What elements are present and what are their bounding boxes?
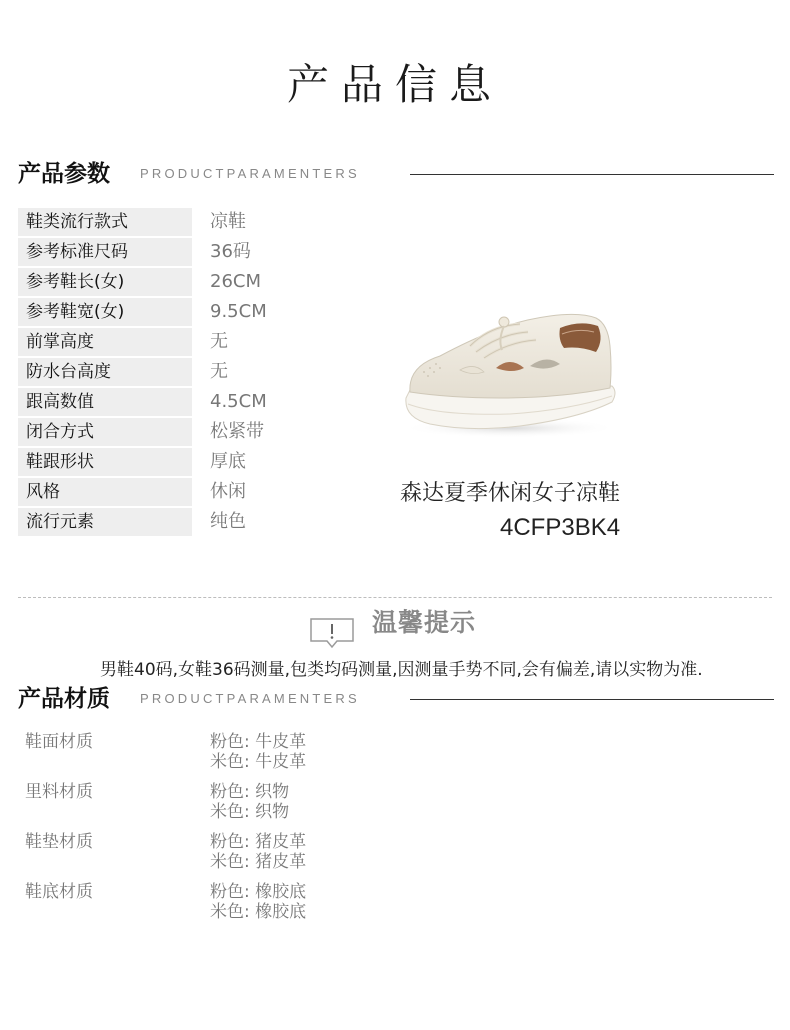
params-section-title: 产品参数: [18, 161, 110, 187]
product-shoe-image: [400, 306, 620, 441]
param-label: 防水台高度: [18, 358, 192, 386]
param-value: 36码: [210, 241, 251, 262]
params-table: [18, 208, 398, 538]
param-row: [18, 328, 398, 358]
exclamation-icon: [309, 617, 355, 649]
section-divider-line: [410, 174, 774, 175]
param-value: 无: [210, 331, 228, 352]
param-value: 26CM: [210, 271, 262, 292]
material-row: [18, 782, 518, 832]
param-label: 参考鞋长(女): [18, 268, 192, 296]
materials-section-header: [18, 684, 774, 714]
material-label: 鞋垫材质: [25, 832, 93, 852]
param-label: 参考标准尺码: [18, 238, 192, 266]
param-row: [18, 298, 398, 328]
material-value: 粉色: 织物: [210, 782, 290, 802]
param-row: [18, 208, 398, 238]
param-row: [18, 448, 398, 478]
section-divider-line: [410, 699, 774, 700]
param-label: 跟高数值: [18, 388, 192, 416]
material-value: 米色: 猪皮革: [210, 852, 307, 872]
param-row: [18, 388, 398, 418]
material-value: 粉色: 橡胶底: [210, 882, 307, 902]
material-value: 粉色: 牛皮革: [210, 732, 307, 752]
tip-title: 温馨提示: [372, 608, 477, 637]
material-row: [18, 832, 518, 882]
param-value: 松紧带: [210, 421, 264, 442]
material-label: 里料材质: [25, 782, 93, 802]
material-value: 米色: 橡胶底: [210, 902, 307, 922]
product-code: 4CFP3BK4: [500, 514, 621, 541]
material-value: 米色: 织物: [210, 802, 290, 822]
param-label: 闭合方式: [18, 418, 192, 446]
param-label: 参考鞋宽(女): [18, 298, 192, 326]
param-value: 4.5CM: [210, 391, 267, 412]
param-label: 鞋类流行款式: [18, 208, 192, 236]
material-row: [18, 732, 518, 782]
material-value: 米色: 牛皮革: [210, 752, 307, 772]
materials-section-subtitle: PRODUCTPARAMENTERS: [140, 691, 360, 706]
param-label: 风格: [18, 478, 192, 506]
materials-section-title: 产品材质: [18, 686, 110, 712]
material-label: 鞋底材质: [25, 882, 93, 902]
product-name: 森达夏季休闲女子凉鞋: [400, 481, 621, 506]
page-title: 产品信息: [286, 60, 503, 109]
param-value: 9.5CM: [210, 301, 267, 322]
material-row: [18, 882, 518, 932]
materials-list: [18, 732, 518, 932]
param-value: 厚底: [210, 451, 246, 472]
param-row: [18, 508, 398, 538]
param-label: 鞋跟形状: [18, 448, 192, 476]
param-value: 休闲: [210, 481, 246, 502]
tip-text: 男鞋40码,女鞋36码测量,包类均码测量,因测量手势不同,会有偏差,请以实物为准.: [100, 660, 703, 680]
param-value: 无: [210, 361, 228, 382]
param-row: [18, 418, 398, 448]
param-row: [18, 478, 398, 508]
param-value: 凉鞋: [210, 211, 246, 232]
param-label: 流行元素: [18, 508, 192, 536]
material-label: 鞋面材质: [25, 732, 93, 752]
param-row: [18, 238, 398, 268]
params-section-header: [18, 159, 774, 189]
params-section-subtitle: PRODUCTPARAMENTERS: [140, 166, 360, 181]
param-value: 纯色: [210, 511, 246, 532]
material-value: 粉色: 猪皮革: [210, 832, 307, 852]
param-row: [18, 268, 398, 298]
param-row: [18, 358, 398, 388]
param-label: 前掌高度: [18, 328, 192, 356]
dashed-divider: [18, 597, 772, 598]
